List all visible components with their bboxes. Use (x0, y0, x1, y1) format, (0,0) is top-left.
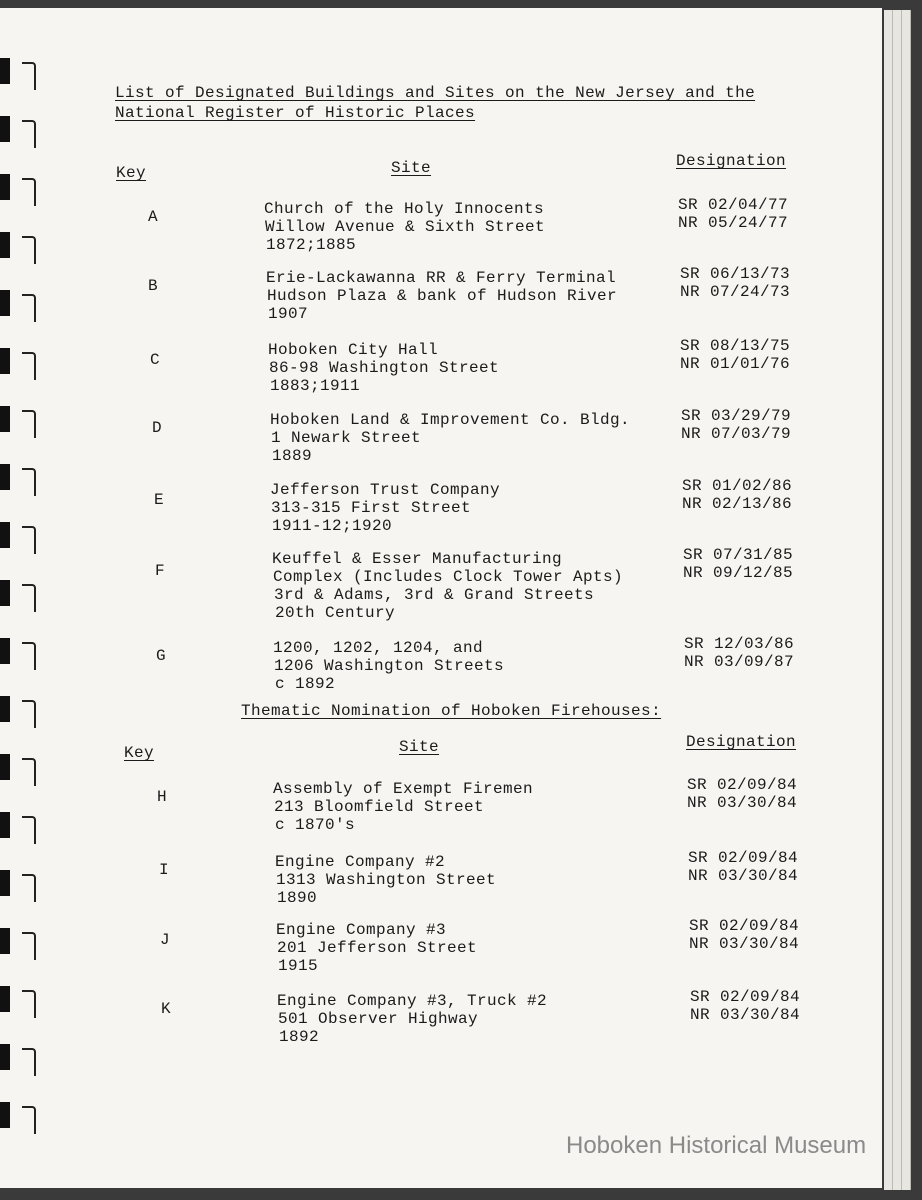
entry-key: F (155, 562, 166, 580)
entry-site-line: Church of the Holy Innocents (264, 200, 545, 218)
document-page (0, 8, 882, 1188)
entry-site-line: 1200, 1202, 1204, and (273, 639, 484, 657)
binding-ring (22, 526, 36, 554)
binding-ring (22, 816, 36, 844)
binding-hole (0, 290, 10, 316)
entry-site-line: 1911-12;1920 (272, 517, 393, 535)
binding-ring (22, 120, 36, 148)
column-header-site-2: Site (399, 738, 440, 756)
entry-key: I (159, 861, 170, 879)
binding-ring (22, 468, 36, 496)
entry-site-line: 1907 (268, 305, 309, 323)
page-edge (902, 10, 911, 1190)
entry-key: B (148, 277, 159, 295)
entry-site-line: 3rd & Adams, 3rd & Grand Streets (274, 586, 595, 604)
entry-site-line: c 1870's (275, 816, 356, 834)
binding-hole (0, 116, 10, 142)
binding-ring (22, 1048, 36, 1076)
entry-site-line: c 1892 (275, 675, 336, 693)
binding-ring (22, 410, 36, 438)
entry-key: J (160, 931, 171, 949)
entry-site-line: 1883;1911 (270, 377, 361, 395)
entry-key: H (157, 788, 168, 806)
entry-site-line: 1313 Washington Street (276, 871, 497, 889)
binding-hole (0, 580, 10, 606)
entry-site-line: 501 Observer Highway (278, 1010, 479, 1028)
binding-hole (0, 986, 10, 1012)
binding-ring (22, 236, 36, 264)
entry-national-register-date: NR 09/12/85 (683, 564, 794, 582)
section-title-firehouses: Thematic Nomination of Hoboken Firehouses: (241, 702, 662, 720)
entry-site-line: 201 Jefferson Street (277, 939, 478, 957)
entry-site-line: 20th Century (275, 604, 396, 622)
entry-site-line: 1872;1885 (266, 236, 357, 254)
entry-state-register-date: SR 02/09/84 (688, 849, 799, 867)
binding-hole (0, 1102, 10, 1128)
entry-state-register-date: SR 01/02/86 (682, 477, 793, 495)
binding-ring (22, 874, 36, 902)
entry-national-register-date: NR 07/03/79 (681, 425, 792, 443)
entry-site-line: 1 Newark Street (271, 429, 422, 447)
binding-hole (0, 638, 10, 664)
column-header-site: Site (391, 159, 432, 177)
binding-hole (0, 58, 10, 84)
entry-site-line: Complex (Includes Clock Tower Apts) (273, 568, 624, 586)
entry-state-register-date: SR 02/09/84 (690, 988, 801, 1006)
entry-site-line: Hudson Plaza & bank of Hudson River (267, 287, 618, 305)
entry-state-register-date: SR 02/09/84 (689, 917, 800, 935)
binding-ring (22, 758, 36, 786)
entry-state-register-date: SR 07/31/85 (683, 546, 794, 564)
entry-site-line: Engine Company #2 (275, 853, 446, 871)
entry-state-register-date: SR 03/29/79 (681, 407, 792, 425)
entry-national-register-date: NR 01/01/76 (680, 355, 791, 373)
binding-hole (0, 232, 10, 258)
entry-site-line: 213 Bloomfield Street (274, 798, 485, 816)
entry-state-register-date: SR 06/13/73 (680, 265, 791, 283)
binding-hole (0, 870, 10, 896)
binding-hole (0, 464, 10, 490)
entry-national-register-date: NR 03/30/84 (690, 1006, 801, 1024)
document-title-line-2: National Register of Historic Places (115, 104, 476, 122)
page-edge (884, 10, 893, 1190)
binding-hole (0, 348, 10, 374)
watermark: Hoboken Historical Museum (566, 1132, 867, 1159)
column-header-key-2: Key (124, 744, 155, 762)
entry-site-line: 313-315 First Street (271, 499, 472, 517)
document-title-line-1: List of Designated Buildings and Sites on the New Jersey and the (115, 84, 756, 102)
entry-site-line: Keuffel & Esser Manufacturing (272, 550, 563, 568)
entry-national-register-date: NR 07/24/73 (680, 283, 791, 301)
entry-site-line: Willow Avenue & Sixth Street (265, 218, 546, 236)
entry-site-line: 86-98 Washington Street (269, 359, 500, 377)
entry-state-register-date: SR 08/13/75 (680, 337, 791, 355)
entry-national-register-date: NR 03/30/84 (687, 794, 798, 812)
binding-ring (22, 294, 36, 322)
entry-site-line: Engine Company #3 (276, 921, 447, 939)
binding-hole (0, 696, 10, 722)
entry-national-register-date: NR 03/30/84 (688, 867, 799, 885)
entry-site-line: Erie-Lackawanna RR & Ferry Terminal (266, 269, 617, 287)
binding-ring (22, 1106, 36, 1134)
entry-key: E (154, 491, 165, 509)
binding-ring (22, 700, 36, 728)
column-header-designation: Designation (676, 152, 787, 170)
entry-national-register-date: NR 03/09/87 (684, 653, 795, 671)
binding-ring (22, 352, 36, 380)
entry-national-register-date: NR 02/13/86 (682, 495, 793, 513)
entry-key: C (150, 351, 161, 369)
binding-hole (0, 928, 10, 954)
binding-ring (22, 584, 36, 612)
entry-site-line: Hoboken Land & Improvement Co. Bldg. (270, 411, 631, 429)
binding-ring (22, 178, 36, 206)
binding-ring (22, 932, 36, 960)
entry-site-line: 1892 (279, 1028, 320, 1046)
binding-ring (22, 62, 36, 90)
page-edge (893, 10, 902, 1190)
binding-hole (0, 812, 10, 838)
entry-site-line: Assembly of Exempt Firemen (273, 780, 534, 798)
binding-hole (0, 522, 10, 548)
entry-site-line: Engine Company #3, Truck #2 (277, 992, 548, 1010)
entry-site-line: 1206 Washington Streets (274, 657, 505, 675)
entry-site-line: 1915 (278, 957, 319, 975)
entry-site-line: 1890 (277, 889, 318, 907)
entry-state-register-date: SR 12/03/86 (684, 635, 795, 653)
entry-site-line: Hoboken City Hall (268, 341, 439, 359)
binding-hole (0, 174, 10, 200)
column-header-key: Key (116, 164, 147, 182)
entry-national-register-date: NR 05/24/77 (678, 214, 789, 232)
entry-site-line: 1889 (272, 447, 313, 465)
binding-hole (0, 406, 10, 432)
binding-hole (0, 1044, 10, 1070)
entry-state-register-date: SR 02/04/77 (678, 196, 789, 214)
column-header-designation-2: Designation (686, 733, 797, 751)
binding-hole (0, 754, 10, 780)
entry-key: G (156, 647, 167, 665)
entry-state-register-date: SR 02/09/84 (687, 776, 798, 794)
binding-ring (22, 642, 36, 670)
entry-site-line: Jefferson Trust Company (270, 481, 501, 499)
entry-key: D (152, 419, 163, 437)
entry-national-register-date: NR 03/30/84 (689, 935, 800, 953)
entry-key: K (161, 1000, 172, 1018)
entry-key: A (148, 208, 159, 226)
binding-ring (22, 990, 36, 1018)
